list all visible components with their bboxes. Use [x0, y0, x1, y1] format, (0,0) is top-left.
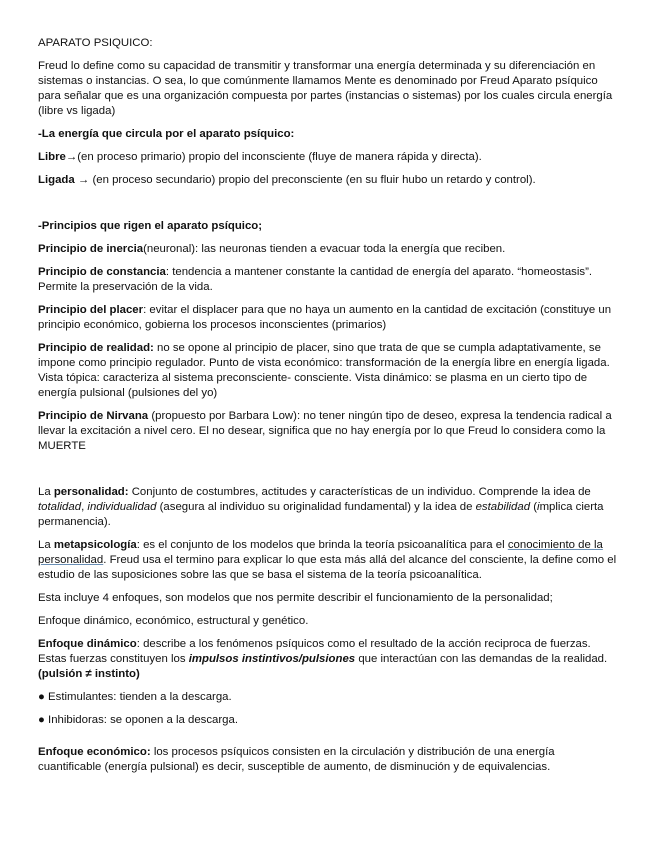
libre-term: Libre [38, 151, 66, 163]
bullet-item: ● Inhibidoras: se oponen a la descarga. [38, 714, 239, 726]
document-title: APARATO PSIQUICO: [38, 37, 153, 49]
intro-paragraph: Freud lo define como su capacidad de transmitir y transformar una energía determinada y su diferenciación en sistemas o instancias. O sea, lo que comúnmente llamamos Mente es denominado por Freud Aparato psíquico para señalar que es una organización compuesta por partes (instancias o sistemas) por los cuales circula energía (libre vs ligada) [38, 60, 613, 117]
enfoque-dinamico: Enfoque dinámico: describe a los fenómenos psíquicos como el resultado de la acción reciproca de fuerzas. Estas fuerzas constituyen los impulsos instintivos/pulsiones que interactúan con las demandas de la realidad. (pulsión ≠ instinto) [38, 638, 608, 680]
principle-placer: Principio del placer: evitar el displacer para que no haya un aumento en la cantidad de excitación (constituye un principio económico, gobierna los procesos inconscientes (primarios) [38, 304, 612, 331]
principle-constancia: Principio de constancia: tendencia a mantener constante la cantidad de energía del aparato. “homeostasis”. Permite la preservación de la vida. [38, 266, 593, 293]
principles-heading: -Principios que rigen el aparato psíquico; [38, 220, 263, 232]
spacer [38, 196, 617, 219]
energy-heading: -La energía que circula por el aparato psíquico: [38, 128, 295, 140]
spacer [38, 736, 617, 745]
energy-ligada: Ligada → (en proceso secundario) propio del preconsciente (en su fluir hubo un retardo y control). [38, 174, 536, 186]
enfoque-economico: Enfoque económico: los procesos psíquicos consisten en la circulación y distribución de una energía cuantificable (energía pulsional) es decir, susceptible de aumento, de disminución y de equivalencias. [38, 746, 555, 773]
underlined-phrase: conocimiento de la personalidad [38, 539, 603, 566]
personalidad-paragraph: La personalidad: Conjunto de costumbres, actitudes y características de un individuo. Comprende la idea de totalidad, individualidad (asegura al individuo su originalidad fundamental) y la idea de estabilidad (implica cierta permanencia). [38, 486, 604, 528]
arrow-icon: → [74, 174, 93, 186]
arrow-icon: → [65, 151, 78, 163]
enfoques-intro: Esta incluye 4 enfoques, son modelos que nos permite describir el funcionamiento de la personalidad; [38, 592, 553, 604]
metapsicologia-paragraph: La metapsicología: es el conjunto de los modelos que brinda la teoría psicoanalítica para el conocimiento de la personalidad. Freud usa el termino para explicar lo que esta más allá del alcance del consciente, la define como el estudio de las suposiciones sobre las que se basa el sistema de la teoría psicoanalítica. [38, 539, 617, 581]
principle-nirvana: Principio de Nirvana (propuesto por Barbara Low): no tener ningún tipo de deseo, expresa la tendencia radical a llevar la excitación a nivel cero. El no desear, significa que no hay energía por lo que Freud lo considera como la MUERTE [38, 410, 612, 452]
principle-inercia: Principio de inercia(neuronal): las neuronas tienden a evacuar toda la energía que reciben. [38, 243, 506, 255]
energy-libre: Libre→(en proceso primario) propio del inconsciente (fluye de manera rápida y directa). [38, 151, 482, 163]
bullet-item: ● Estimulantes: tienden a la descarga. [38, 691, 232, 703]
ligada-term: Ligada [38, 174, 75, 186]
enfoques-list: Enfoque dinámico, económico, estructural y genético. [38, 615, 309, 627]
principle-realidad: Principio de realidad: no se opone al principio de placer, sino que trata de que se cumpla adaptativamente, se impone como principio regulador. Punto de vista económico: transformación de la energía libre en energía ligada. Vista tópica: caracteriza al sistema preconsciente- consciente. Vista dinámico: se plasma en un cierto tipo de energía pulsional (pulsiones del yo) [38, 342, 610, 399]
spacer [38, 462, 617, 485]
